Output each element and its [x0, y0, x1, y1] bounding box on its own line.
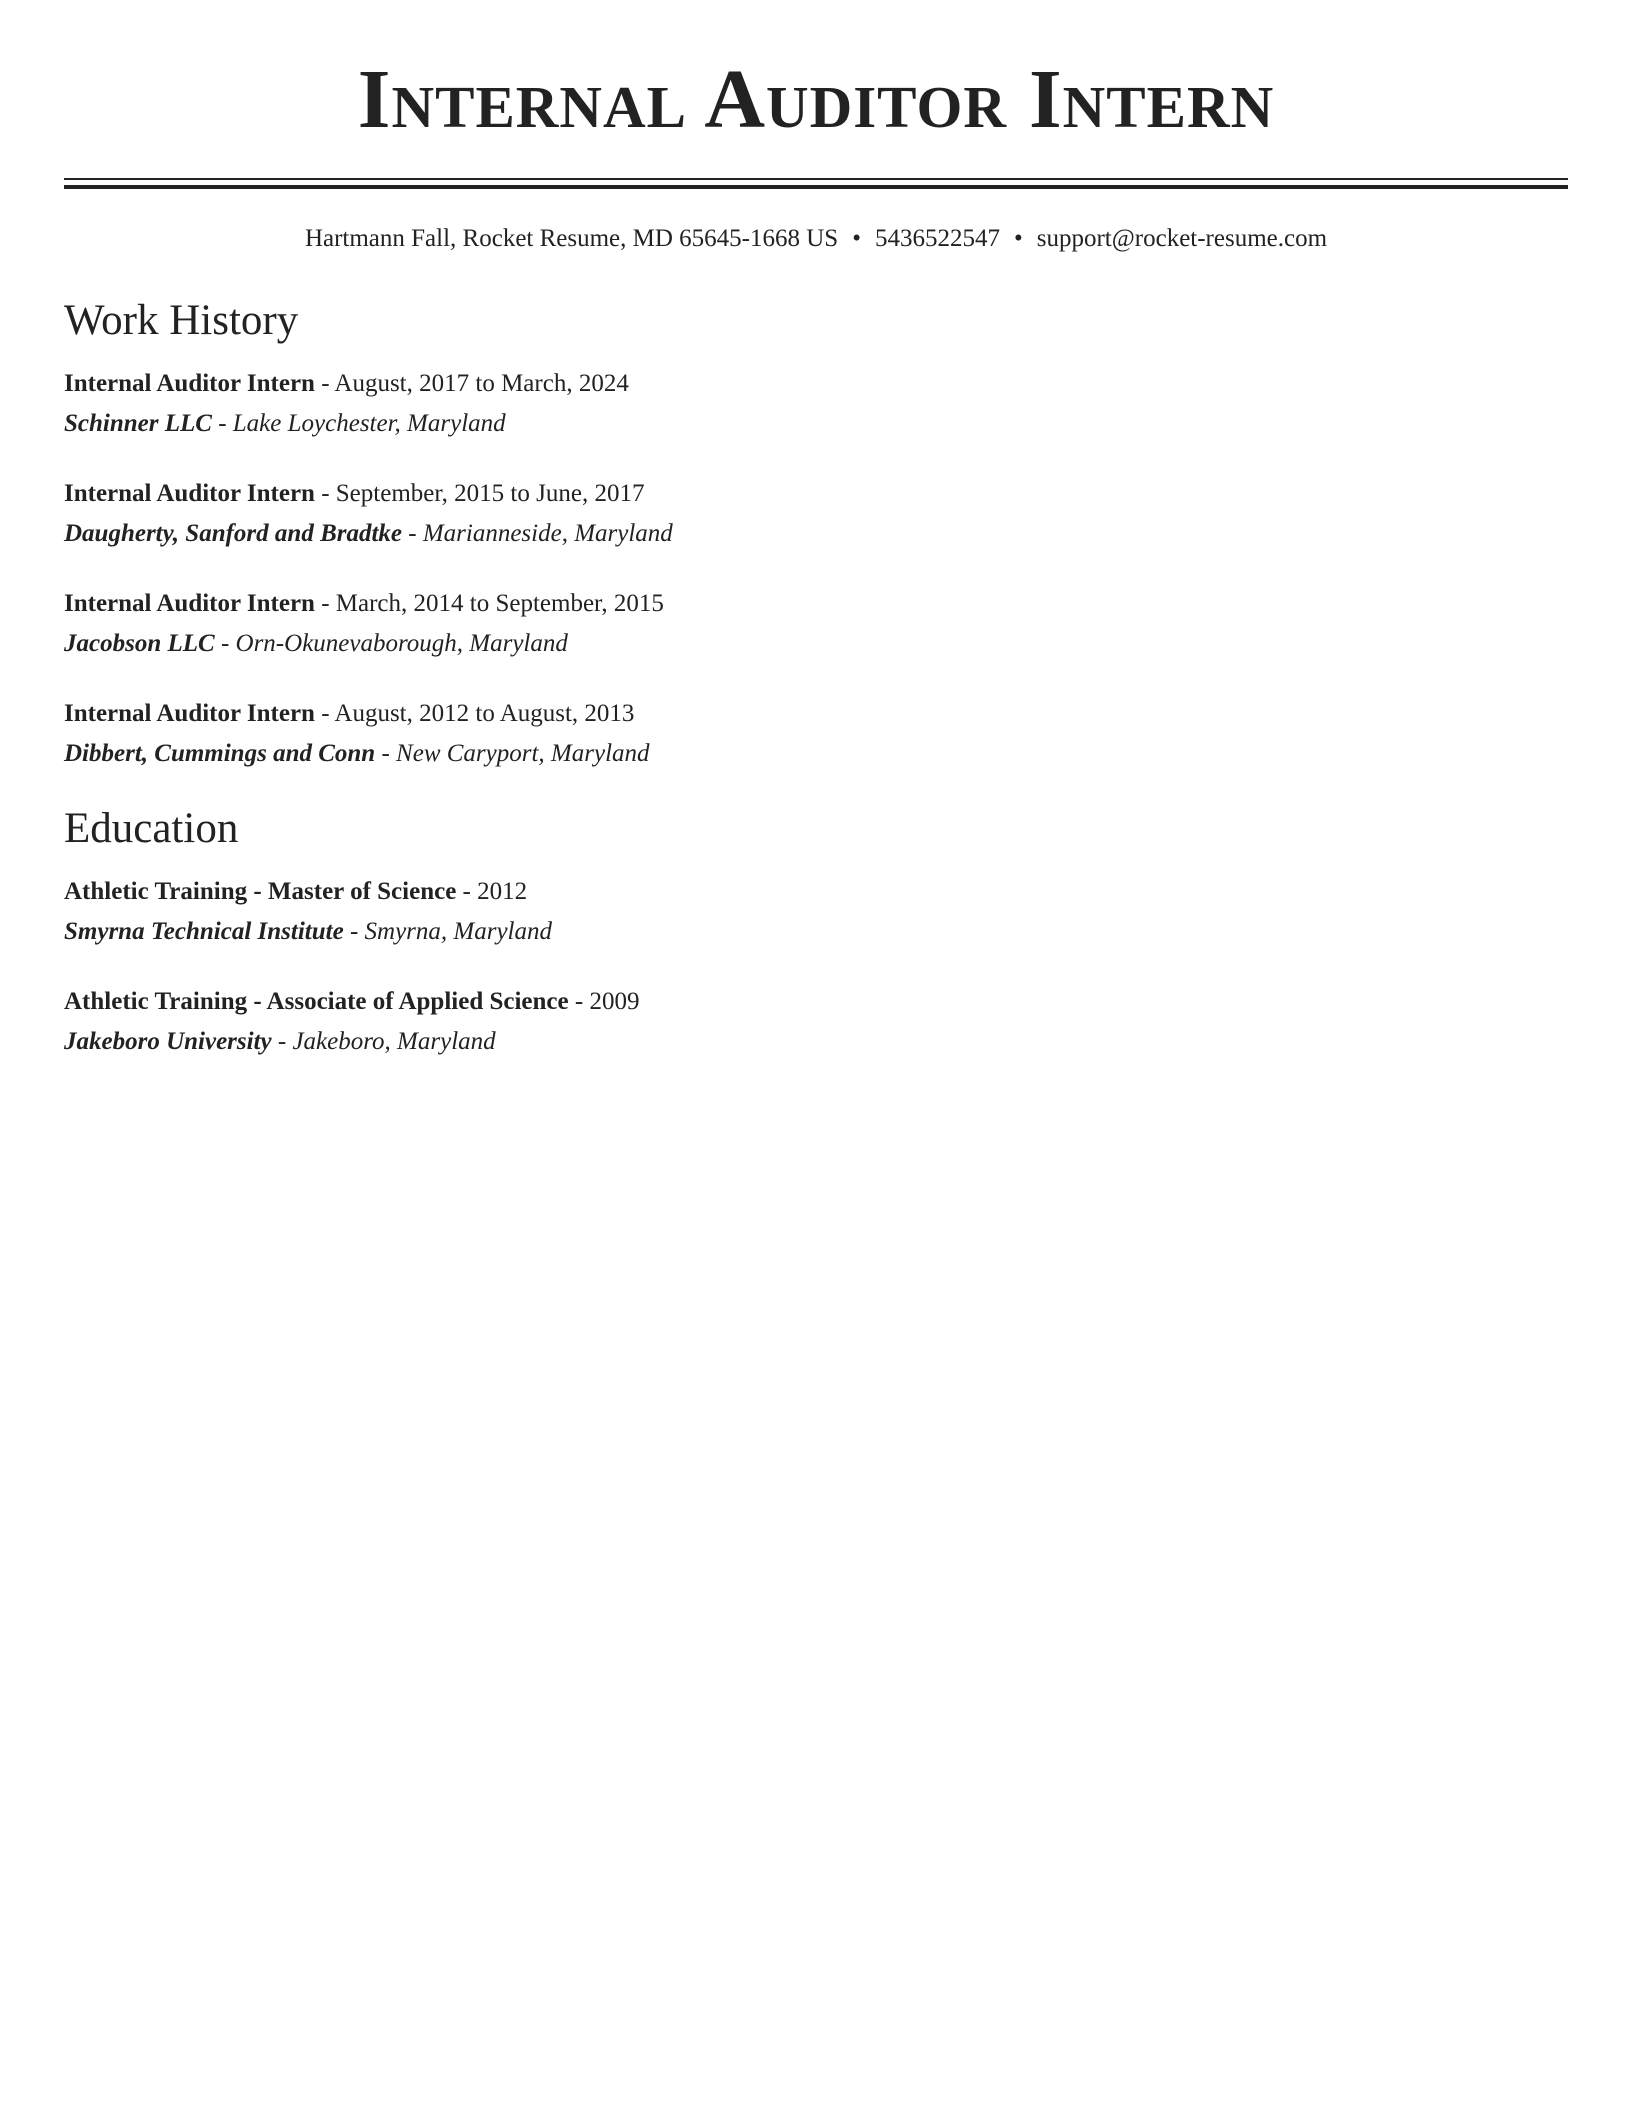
work-entry-company-line [64, 624, 1568, 664]
resume-page [64, 0, 1568, 1062]
school-location: - Smyrna, Maryland [349, 918, 552, 945]
school-name: Jakeboro University [64, 1028, 272, 1055]
job-role: Internal Auditor Intern [64, 370, 315, 397]
work-entry-title-line [64, 694, 1568, 734]
education-entry [64, 982, 1568, 1062]
company-name: Daugherty, Sanford and Bradtke [64, 520, 403, 547]
job-dates: - August, 2012 to August, 2013 [321, 700, 635, 727]
education-entry [64, 872, 1568, 952]
work-entry-company-line [64, 734, 1568, 774]
degree-year: - 2009 [574, 988, 640, 1015]
education-entry-school-line [64, 1022, 1568, 1062]
contact-separator: • [852, 225, 861, 252]
school-location: - Jakeboro, Maryland [277, 1028, 496, 1055]
resume-title: Internal Auditor Intern [357, 53, 1275, 146]
degree-year: - 2012 [462, 878, 528, 905]
job-dates: - March, 2014 to September, 2015 [321, 590, 664, 617]
company-name: Jacobson LLC [64, 630, 215, 657]
company-name: Dibbert, Cummings and Conn [64, 740, 376, 767]
job-role: Internal Auditor Intern [64, 700, 315, 727]
job-role: Internal Auditor Intern [64, 480, 315, 507]
education-heading: Education [64, 805, 239, 852]
education-entry-degree-line [64, 982, 1568, 1022]
contact-line [64, 224, 1568, 254]
work-entry [64, 474, 1568, 554]
work-entry-title-line [64, 364, 1568, 404]
work-entry-title-line [64, 474, 1568, 514]
job-dates: - September, 2015 to June, 2017 [321, 480, 645, 507]
degree-name: Athletic Training - Master of Science [64, 878, 457, 905]
contact-email: support@rocket-resume.com [1036, 225, 1328, 252]
company-location: - Marianneside, Maryland [408, 520, 673, 547]
company-location: - New Caryport, Maryland [381, 740, 650, 767]
school-name: Smyrna Technical Institute [64, 918, 344, 945]
contact-address: Hartmann Fall, Rocket Resume, MD 65645-1668 US [304, 225, 839, 252]
contact-separator: • [1013, 225, 1023, 252]
company-location: - Orn-Okunevaborough, Maryland [220, 630, 568, 657]
work-history-list [64, 364, 1568, 774]
work-entry-company-line [64, 514, 1568, 554]
job-dates: - August, 2017 to March, 2024 [321, 370, 629, 397]
work-history-heading: Work History [64, 297, 299, 344]
work-entry [64, 694, 1568, 774]
education-entry-school-line [64, 912, 1568, 952]
education-list [64, 872, 1568, 1062]
company-location: - Lake Loychester, Maryland [218, 410, 506, 437]
education-entry-degree-line [64, 872, 1568, 912]
work-entry-company-line [64, 404, 1568, 444]
job-role: Internal Auditor Intern [64, 590, 315, 617]
header-divider [64, 178, 1568, 189]
degree-name: Athletic Training - Associate of Applied Science [64, 988, 569, 1015]
contact-phone: 5436522547 [874, 225, 1000, 252]
work-entry-title-line [64, 584, 1568, 624]
work-entry [64, 584, 1568, 664]
work-entry [64, 364, 1568, 444]
company-name: Schinner LLC [64, 410, 212, 437]
